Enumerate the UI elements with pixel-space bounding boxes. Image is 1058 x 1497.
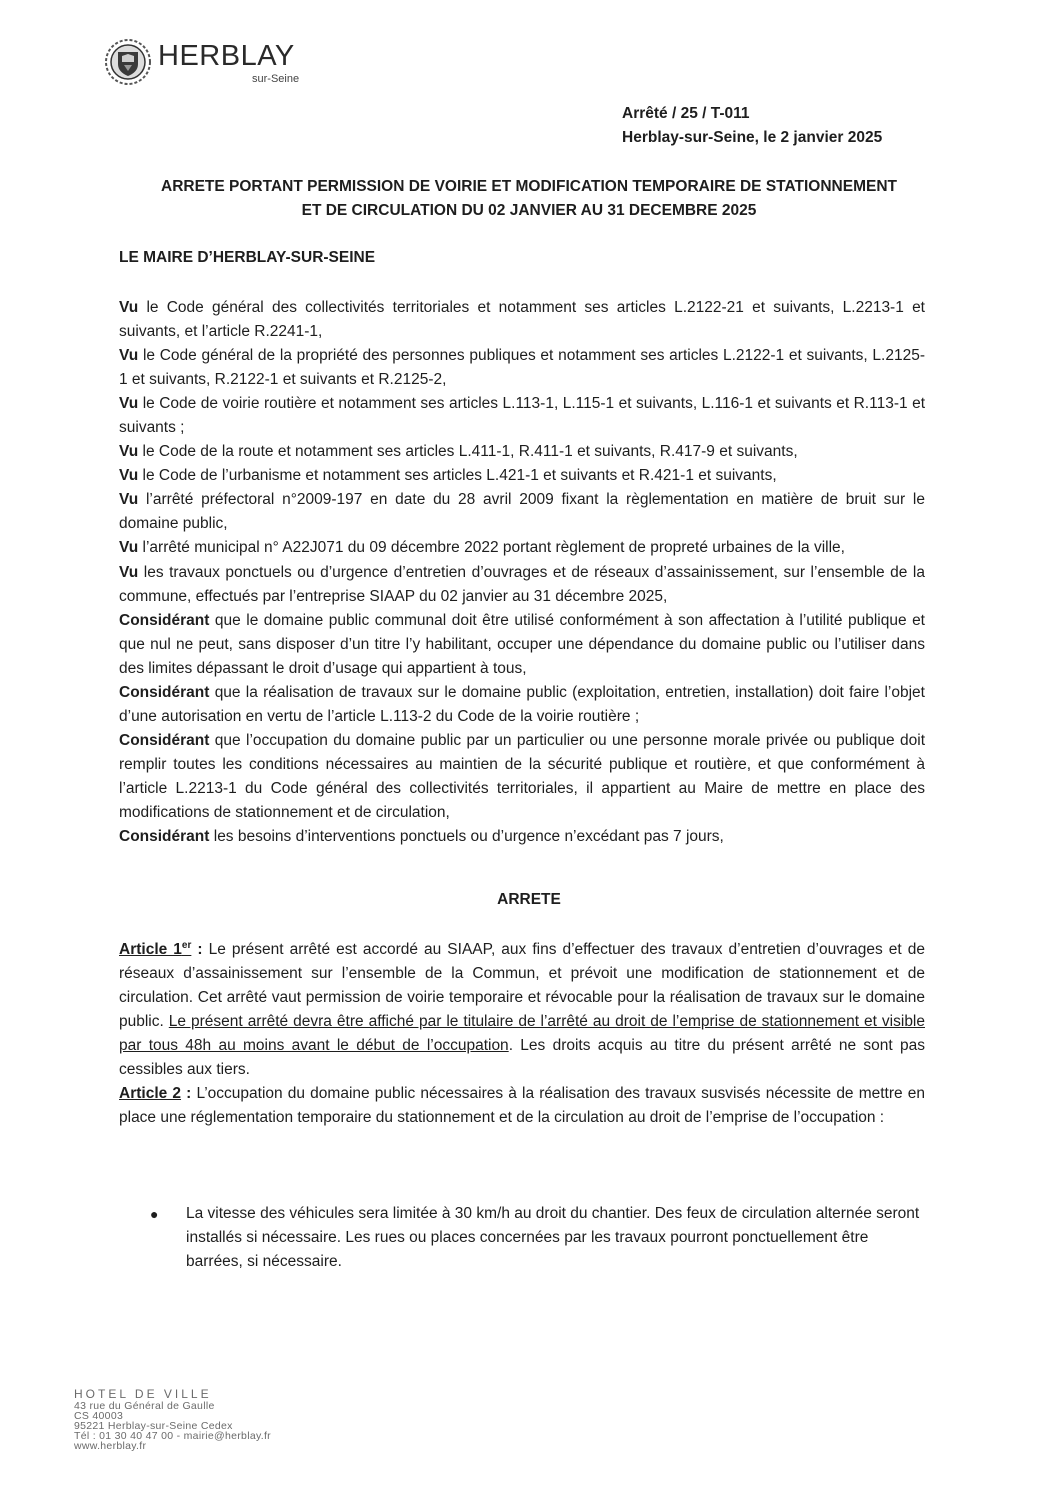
consideration-item: Vu le Code de la route et notamment ses articles L.411-1, R.411-1 et suivants, R.417-9 et suivants,	[119, 443, 798, 461]
article-1-display-notice: Le présent arrêté devra être affiché par le titulaire de l’arrêté au droit de l’emprise de stationnement et visible par tous 48h au moins avant le début de l’occupation	[119, 1013, 925, 1055]
article-2: Article 2 : L’occupation du domaine public nécessaires à la réalisation des travaux susvisés nécessite de mettre en place une réglementation temporaire du stationnement et de la circulation au droit de l’emprise de l’occupation :	[119, 1085, 926, 1127]
consideration-item: Vu le Code de l’urbanisme et notamment ses articles L.421-1 et suivants et R.421-1 et suivants,	[119, 467, 777, 485]
consideration-item: Vu l’arrêté municipal n° A22J071 du 09 décembre 2022 portant règlement de propreté urbaines de la ville,	[119, 539, 845, 557]
bullet-icon: ●	[150, 1206, 159, 1222]
consideration-item: Considérant que la réalisation de travaux sur le domaine public (exploitation, entretien, installation) doit faire l’objet d’une autorisation en vertu de l’article L.113-2 du Code de la voirie routière ;	[119, 683, 925, 725]
place-and-date: Herblay-sur-Seine, le 2 janvier 2025	[622, 129, 883, 146]
list-item: ● La vitesse des véhicules sera limitée à 30 km/h au droit du chantier. Des feux de circulation alternée seront installés si nécessaire. Les rues ou places concernées par les travaux pourront ponctuellement être barrées, si nécessaire.	[150, 1202, 926, 1274]
consideration-item: Vu le Code général de la propriété des personnes publiques et notamment ses articles L.2122-1 et suivants, L.2125-1 et suivants, R.2122-1 et suivants et R.2125-2,	[119, 347, 925, 389]
consideration-item: Considérant que le domaine public communal doit être utilisé conformément à son affectation à l’utilité publique et que nul ne peut, sans disposer d’un titre l’y habilitant, occuper une dépendance du domaine public ou l’utiliser dans des limites dépassant le droit d’usage qui appartient à tous,	[119, 611, 925, 677]
decree-title-line-1: ARRETE PORTANT PERMISSION DE VOIRIE ET MODIFICATION TEMPORAIRE DE STATIONNEMENT	[161, 178, 897, 195]
decision-heading: ARRETE	[497, 891, 561, 908]
article-1: Article 1er : Le présent arrêté est accordé au SIAAP, aux fins d’effectuer des travaux d’entretien d’ouvrages et de réseaux d’assainissement sur l’ensemble de la Commun, et prévoit une modification de stationnement et de circulation. Cet arrêté vaut permission de voirie temporaire et révocable pour la réalisation de travaux sur le domaine public. Le présent arrêté devra être affiché par le titulaire de l’arrêté au droit de l’emprise de stationnement et visible par tous 48h au moins avant le début de l’occupation. Les droits acquis au titre du présent arrêté ne sont pas cessibles aux tiers.	[119, 939, 925, 1079]
consideration-item: Vu le Code général des collectivités territoriales et notamment ses articles L.2122-21 et suivants, L.2213-1 et suivants, et l’article R.2241-1,	[119, 299, 925, 341]
coat-of-arms-icon	[104, 38, 152, 86]
article-1-label: Article 1er	[119, 939, 192, 958]
decree-title-line-2: ET DE CIRCULATION DU 02 JANVIER AU 31 DECEMBRE 2025	[301, 202, 757, 219]
logo-subtitle: sur-Seine	[252, 73, 300, 85]
footer-address: HOTEL DE VILLE 43 rue du Général de Gaulle CS 40003 95221 Herblay-sur-Seine Cedex Tél : 01 30 40 47 00 - mairie@herblay.fr www.herblay.fr	[74, 1387, 271, 1452]
consideration-item: Vu l’arrêté préfectoral n°2009-197 en date du 28 avril 2009 fixant la règlementation en matière de bruit sur le domaine public,	[119, 491, 925, 533]
logo-name: HERBLAY	[158, 40, 295, 72]
considerations-list	[119, 296, 925, 849]
decree-reference: Arrêté / 25 / T-011	[622, 105, 750, 122]
articles-block	[119, 938, 925, 1130]
consideration-item: Vu le Code de voirie routière et notamment ses articles L.113-1, L.115-1 et suivants, L.116-1 et suivants et R.113-1 et suivants ;	[119, 395, 925, 437]
consideration-item: Vu les travaux ponctuels ou d’urgence d’entretien d’ouvrages et de réseaux d’assainissement, sur l’ensemble de la commune, effectués par l’entreprise SIAAP du 02 janvier au 31 décembre 2025,	[119, 563, 925, 605]
article-2-label: Article 2	[119, 1085, 182, 1103]
measures-list	[150, 1202, 926, 1274]
consideration-item: Considérant les besoins d’interventions ponctuels ou d’urgence n’excédant pas 7 jours,	[119, 828, 724, 846]
consideration-item: Considérant que l’occupation du domaine public par un particulier ou une personne morale privée ou publique doit remplir toutes les conditions nécessaires au maintien de la sécurité publique et routière, et que conformément à l’article L.2213-1 du Code général des collectivités territoriales, il appartient au Maire de mettre en place des modifications de stationnement et de circulation,	[119, 731, 925, 821]
authority-heading: LE MAIRE D’HERBLAY-SUR-SEINE	[119, 249, 376, 266]
